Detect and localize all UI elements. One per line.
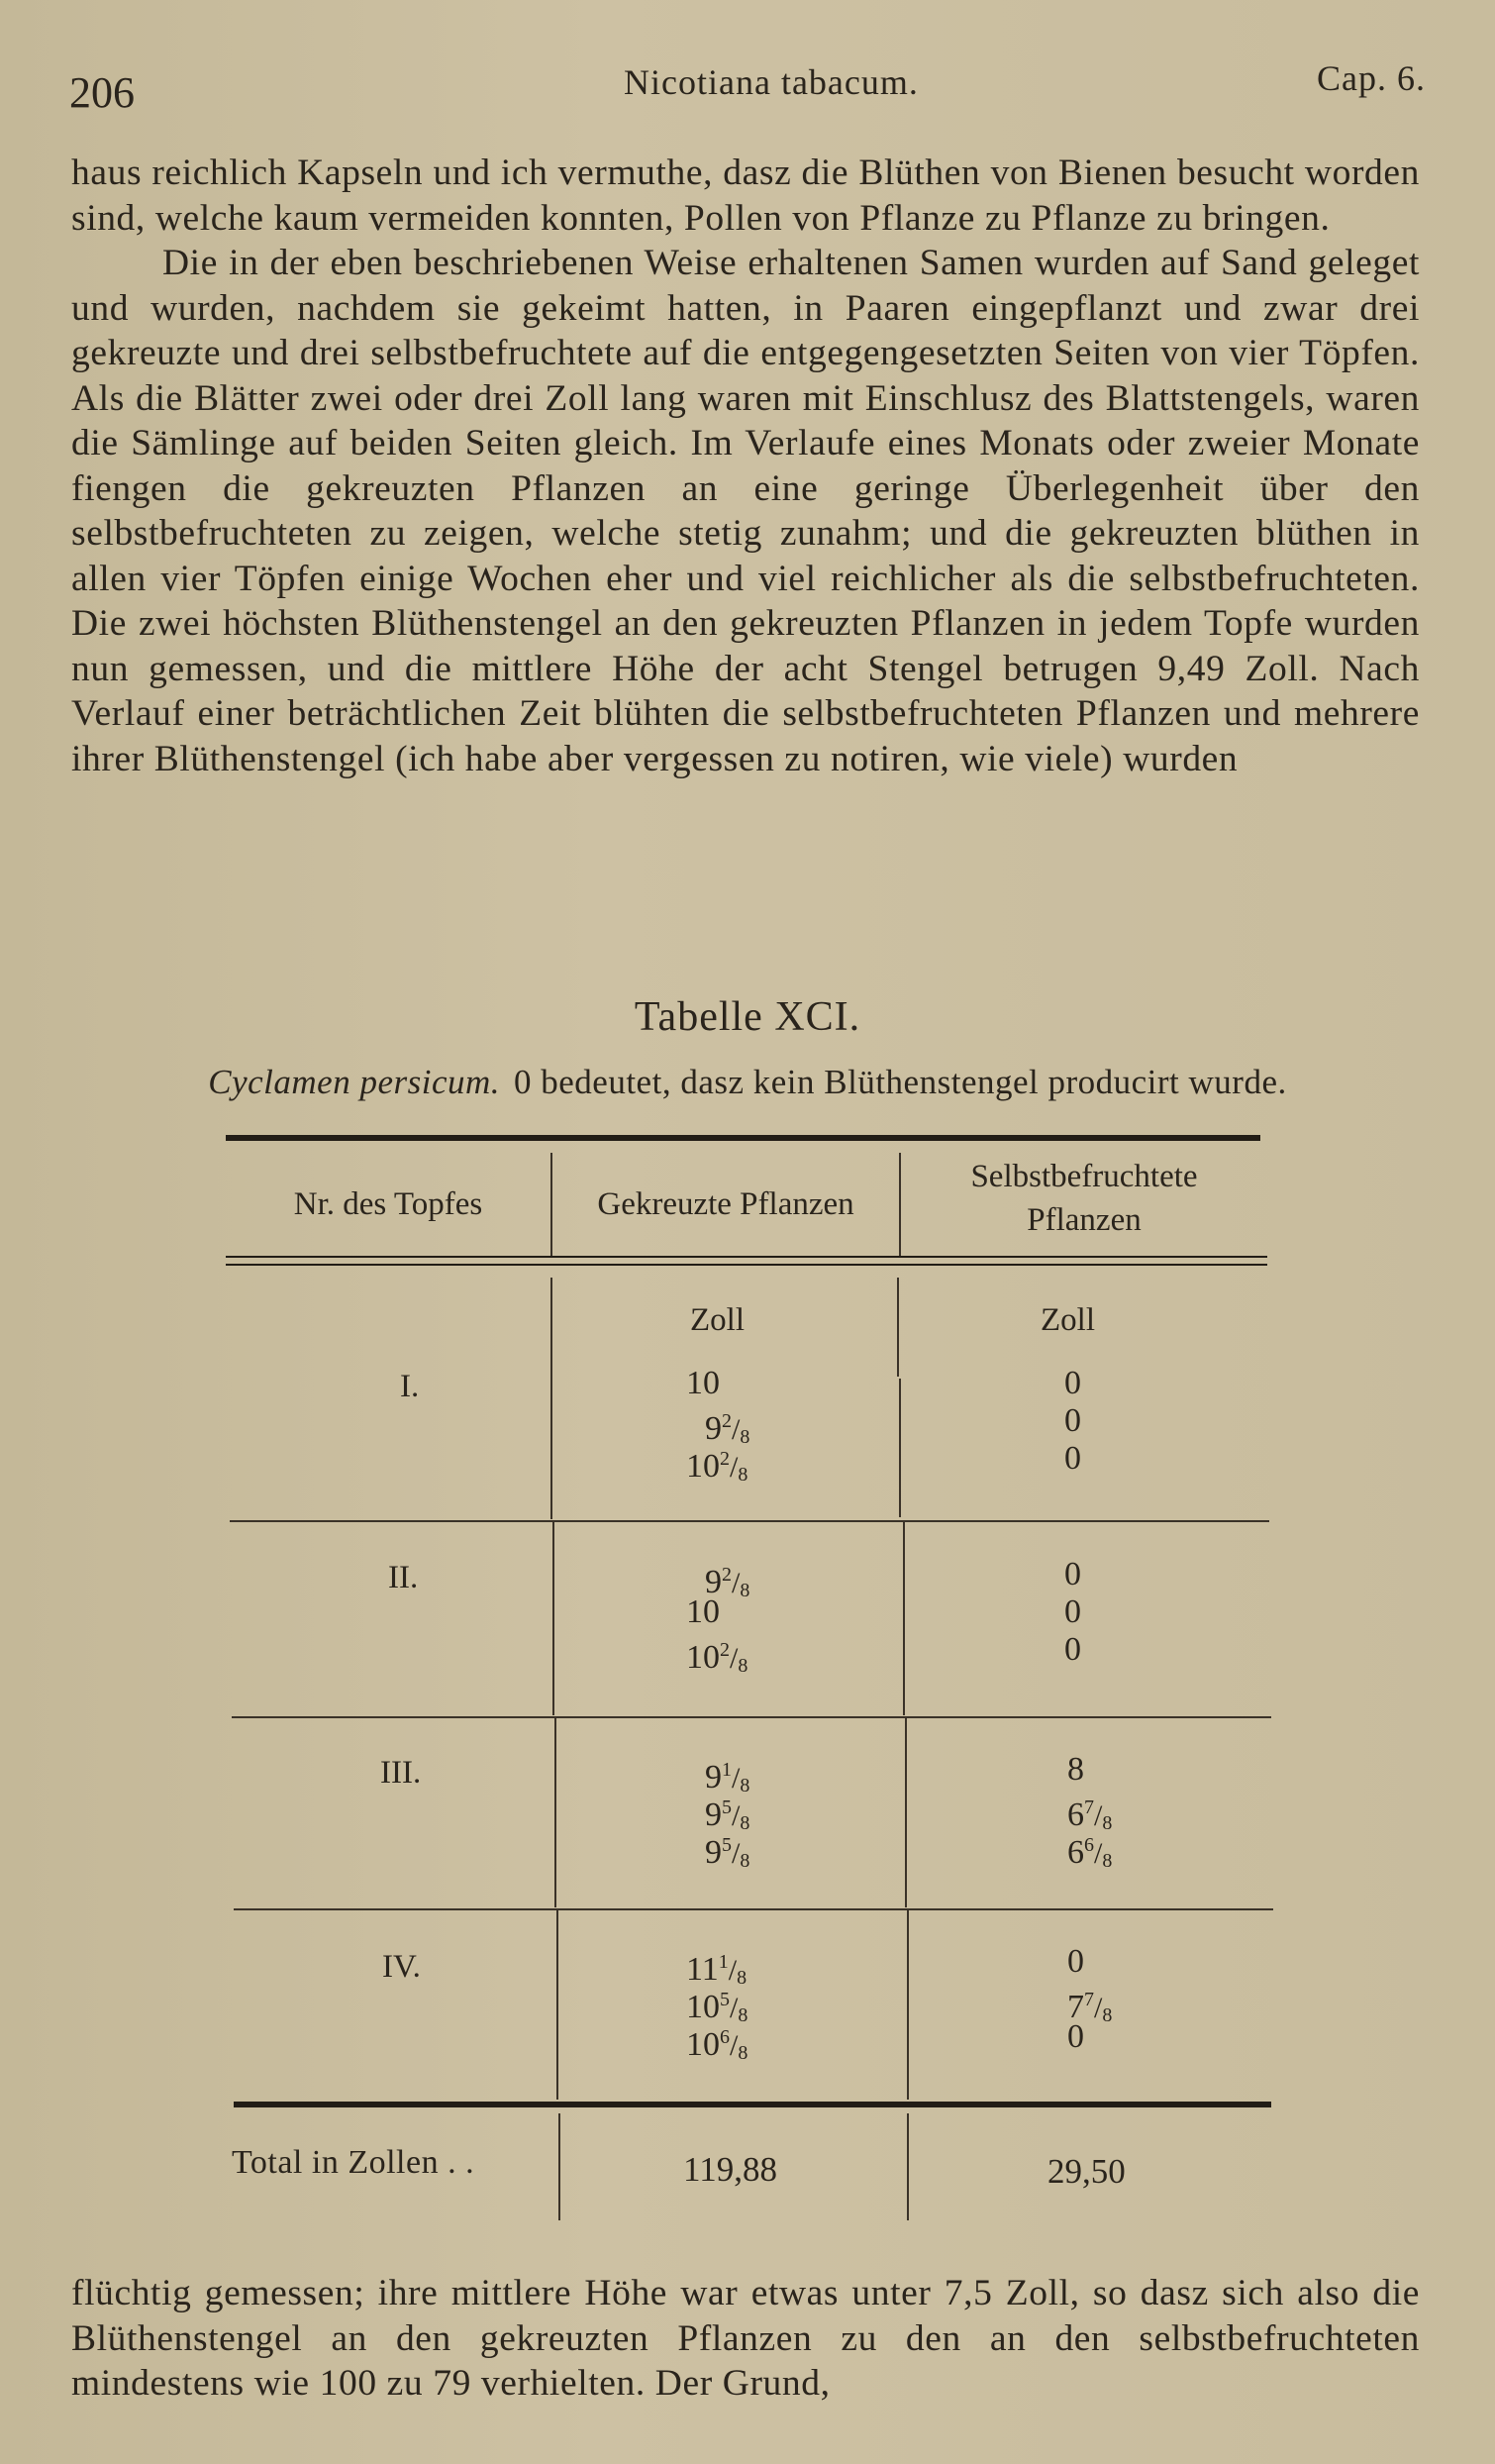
running-title: Nicotiana tabacum. (624, 62, 919, 102)
pot-label: II. (388, 1560, 419, 1595)
header-rule (226, 1264, 1267, 1266)
row-separator (234, 1908, 1273, 1910)
pot-label: III. (380, 1755, 422, 1791)
self-value: 0 (1064, 1556, 1081, 1592)
self-value: 0 (1067, 2018, 1084, 2055)
crossed-value: $9^5/8$ (705, 1797, 750, 1834)
chapter-label: Cap. 6. (1317, 58, 1426, 98)
self-value: 0 (1064, 1593, 1081, 1630)
total-crossed: 119,88 (683, 2150, 777, 2189)
paragraph: Die in der eben beschriebenen Weise erhaltenen Samen wurden auf Sand geleget und wurden, nachdem sie gekeimt hatten, in Paaren eingepflanzt und zwar drei gekreuzte und drei selbstbefruchtete auf die entgegengesetzten Seiten von vier Töpfen. Als die Blätter zwei oder drei Zoll lang waren mit Einschlusz des Blattstengels, waren die Sämlinge auf beiden Seiten gleich. Im Verlaufe eines Monats oder zweier Monate fiengen die gekreuzten Pflanzen an eine geringe Überlegenheit über den selbstbefruchteten zu zeigen, welche stetig zunahm; und die gekreuzten blüthen in allen vier Töpfen einige Wochen eher und viel reichlicher als die selbstbefruchteten. Die zwei höchsten Blüthenstengel an den gekreuzten Pflanzen in jedem Topfe wurden nun gemessen, und die mittlere Höhe der acht Stengel betrugen 9,49 Zoll. Nach Verlauf einer beträchtlichen Zeit blühten die selbstbefruchteten Pflanzen und mehrere ihrer Blüthenstengel (ich habe aber vergessen zu notiren, wie viele) wurden (71, 243, 1420, 779)
self-value: 0 (1067, 1943, 1084, 1980)
page-number: 206 (69, 68, 135, 117)
column-divider (556, 1909, 558, 2100)
header-self-line1: Selbstbefruchtete (970, 1159, 1198, 1194)
column-divider (552, 1521, 554, 1715)
column-divider (897, 1278, 899, 1377)
self-value: 0 (1064, 1365, 1081, 1401)
total-label: Total in Zollen . . (232, 2144, 475, 2181)
header-pot-number: Nr. des Topfes (293, 1186, 483, 1222)
column-divider (905, 1717, 907, 1907)
body-text-top (71, 151, 1420, 781)
page-header (69, 57, 1426, 117)
crossed-value: 10 (686, 1593, 720, 1630)
crossed-value: $10^5/8$ (686, 1989, 748, 2026)
paragraph: haus reichlich Kapseln und ich vermuthe, dasz die Blüthen von Bienen besucht worden sind, welche kaum vermeiden konnten, Pollen von Pflanze zu Pflanze zu bringen. (71, 153, 1420, 239)
crossed-value: $10^2/8$ (686, 1448, 748, 1486)
column-divider (907, 2113, 909, 2220)
table-title: Tabelle XCI. (634, 994, 861, 1040)
self-value: $6^6/8$ (1067, 1834, 1113, 1872)
self-value: $6^7/8$ (1067, 1797, 1113, 1834)
table-caption (0, 1063, 1495, 1102)
crossed-value: $9^2/8$ (705, 1410, 750, 1448)
crossed-value: $10^6/8$ (686, 2026, 748, 2064)
caption-text: 0 bedeutet, dasz kein Blüthenstengel producirt wurde. (514, 1063, 1287, 1101)
self-value: 0 (1064, 1631, 1081, 1668)
header-self-line2: Pflanzen (1027, 1202, 1142, 1238)
paragraph: flüchtig gemessen; ihre mittlere Höhe war etwas unter 7,5 Zoll, so dasz sich also die Blüthenstengel an den gekreuzten Pflanzen zu den an den selbstbefruchteten mindestens wie 100 zu 79 verhielten. Der Grund, (71, 2273, 1420, 2404)
species-name: Cyclamen persicum. (208, 1063, 501, 1101)
body-text-bottom (71, 2271, 1420, 2407)
self-value: 0 (1064, 1402, 1081, 1439)
column-divider (907, 1909, 909, 2100)
total-self: 29,50 (1047, 2152, 1126, 2191)
crossed-value: $10^2/8$ (686, 1639, 748, 1677)
header-rule (226, 1256, 1267, 1258)
row-separator (232, 1716, 1271, 1718)
crossed-value: $11^1/8$ (686, 1951, 748, 1989)
crossed-value: $9^1/8$ (705, 1759, 750, 1797)
column-divider (550, 1278, 552, 1519)
self-value: 8 (1067, 1751, 1084, 1788)
header-crossed: Gekreuzte Pflanzen (597, 1186, 854, 1222)
column-divider (903, 1521, 905, 1715)
column-divider (558, 2113, 560, 2220)
pot-label: I. (400, 1369, 420, 1404)
unit-crossed: Zoll (690, 1302, 745, 1338)
column-divider (554, 1717, 556, 1907)
crossed-value: $9^2/8$ (705, 1564, 750, 1601)
crossed-value: $9^5/8$ (705, 1834, 750, 1872)
column-divider (899, 1379, 901, 1517)
unit-self: Zoll (1041, 1302, 1095, 1338)
total-rule (234, 2102, 1271, 2107)
table-top-rule (226, 1135, 1260, 1141)
row-separator (230, 1520, 1269, 1522)
pot-label: IV. (382, 1949, 421, 1985)
self-value: $7^7/8$ (1067, 1989, 1113, 2026)
crossed-value: 10 (686, 1365, 720, 1401)
self-value: 0 (1064, 1440, 1081, 1477)
